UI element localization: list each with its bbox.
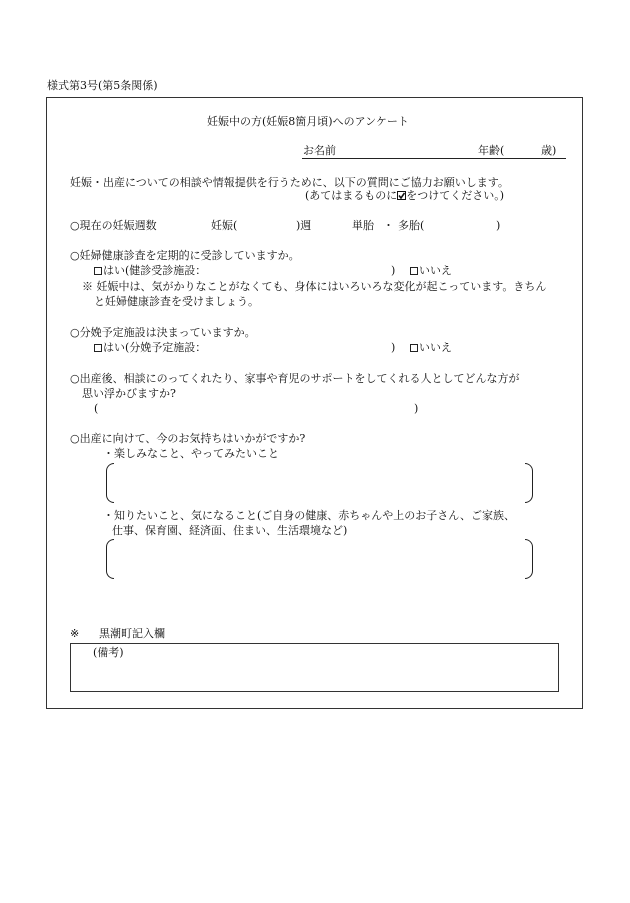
intro-line-2	[305, 190, 504, 203]
q2-note-line-2: と妊婦健康診査を受けましょう。	[94, 295, 259, 308]
q2-yes-checkbox[interactable]	[94, 267, 102, 275]
q3-no-checkbox[interactable]	[410, 344, 418, 352]
q4-answer-field[interactable]	[104, 401, 410, 417]
office-memo-box[interactable]	[70, 643, 559, 692]
q5-item-2-answer-field[interactable]	[116, 541, 521, 577]
office-label: 黒潮町記入欄	[99, 627, 165, 640]
q2-yes-option[interactable]	[94, 265, 206, 278]
q2-no-text: いいえ	[419, 264, 452, 277]
name-label: お名前	[303, 144, 336, 157]
form-id: 様式第3号(第5条関係)	[47, 79, 158, 92]
q2-no-checkbox[interactable]	[410, 267, 418, 275]
office-mark: ※	[70, 627, 80, 640]
checked-box-icon	[397, 191, 406, 200]
q3-question: ○分娩予定施設は決まっていますか。	[70, 326, 256, 339]
q2-close: )	[391, 264, 396, 277]
age-label: 年齢(	[478, 144, 505, 157]
intro-line-2-post: をつけてください。)	[406, 189, 505, 202]
q5-item-1-answer-field[interactable]	[116, 465, 521, 501]
intro-line-2-pre: (あてはまるものに	[305, 189, 398, 202]
form-title: 妊娠中の方(妊娠8箇月頃)へのアンケート	[207, 115, 409, 128]
q3-no-option[interactable]	[410, 342, 452, 355]
age-suffix: 歳)	[541, 144, 557, 157]
q4-line-2: 思い浮かびますか?	[82, 387, 176, 400]
q5-item-2-bracket-right	[525, 539, 533, 579]
name-age-underline	[302, 158, 566, 159]
q2-note-line-1: ※ 妊娠中は、気がかりなことがなくても、身体にはいろいろな変化が起こっています。きちん	[82, 280, 547, 293]
q5-item-2-bracket-left	[106, 539, 114, 579]
q3-yes-option[interactable]	[94, 342, 206, 355]
q3-yes-checkbox[interactable]	[94, 344, 102, 352]
q3-yes-text: はい(分娩予定施設：	[103, 341, 207, 354]
q1-dot: ・	[383, 219, 394, 232]
q3-no-text: いいえ	[419, 341, 452, 354]
q4-open: (	[94, 402, 99, 415]
q5-item-1: ・楽しみなこと、やってみたいこと	[103, 447, 279, 460]
q1-multiple[interactable]: 多胎(	[398, 219, 425, 232]
q2-yes-text: はい(健診受診施設：	[103, 264, 207, 277]
q4-line-1: ○出産後、相談にのってくれたり、家事や育児のサポートをしてくれる人としてどんな方が	[70, 372, 520, 385]
q5-item-1-bracket-right	[525, 463, 533, 503]
q1-single[interactable]: 単胎	[352, 219, 374, 232]
q1-pregnancy: 妊娠(	[211, 219, 238, 232]
q5-item-2-line-1: ・知りたいこと、気になること(ご自身の健康、赤ちゃんや上のお子さん、ご家族、	[103, 509, 515, 522]
q4-close: )	[414, 402, 419, 415]
q2-question: ○妊婦健康診査を定期的に受診していますか。	[70, 249, 300, 262]
q5-question: ○出産に向けて、今のお気持ちはいかがですか?	[70, 432, 306, 445]
office-memo-label: (備考)	[93, 646, 124, 659]
q2-no-option[interactable]	[410, 265, 452, 278]
q1-label: ○現在の妊娠週数	[70, 219, 157, 232]
q1-weeks: )週	[296, 219, 312, 232]
q5-item-1-bracket-left	[106, 463, 114, 503]
q3-close: )	[391, 341, 396, 354]
intro-line-1: 妊娠・出産についての相談や情報提供を行うために、以下の質問にご協力お願いします。	[70, 176, 509, 189]
q1-close: )	[496, 219, 501, 232]
q5-item-2-line-2: 仕事、保育園、経済面、住まい、生活環境など)	[112, 524, 348, 537]
